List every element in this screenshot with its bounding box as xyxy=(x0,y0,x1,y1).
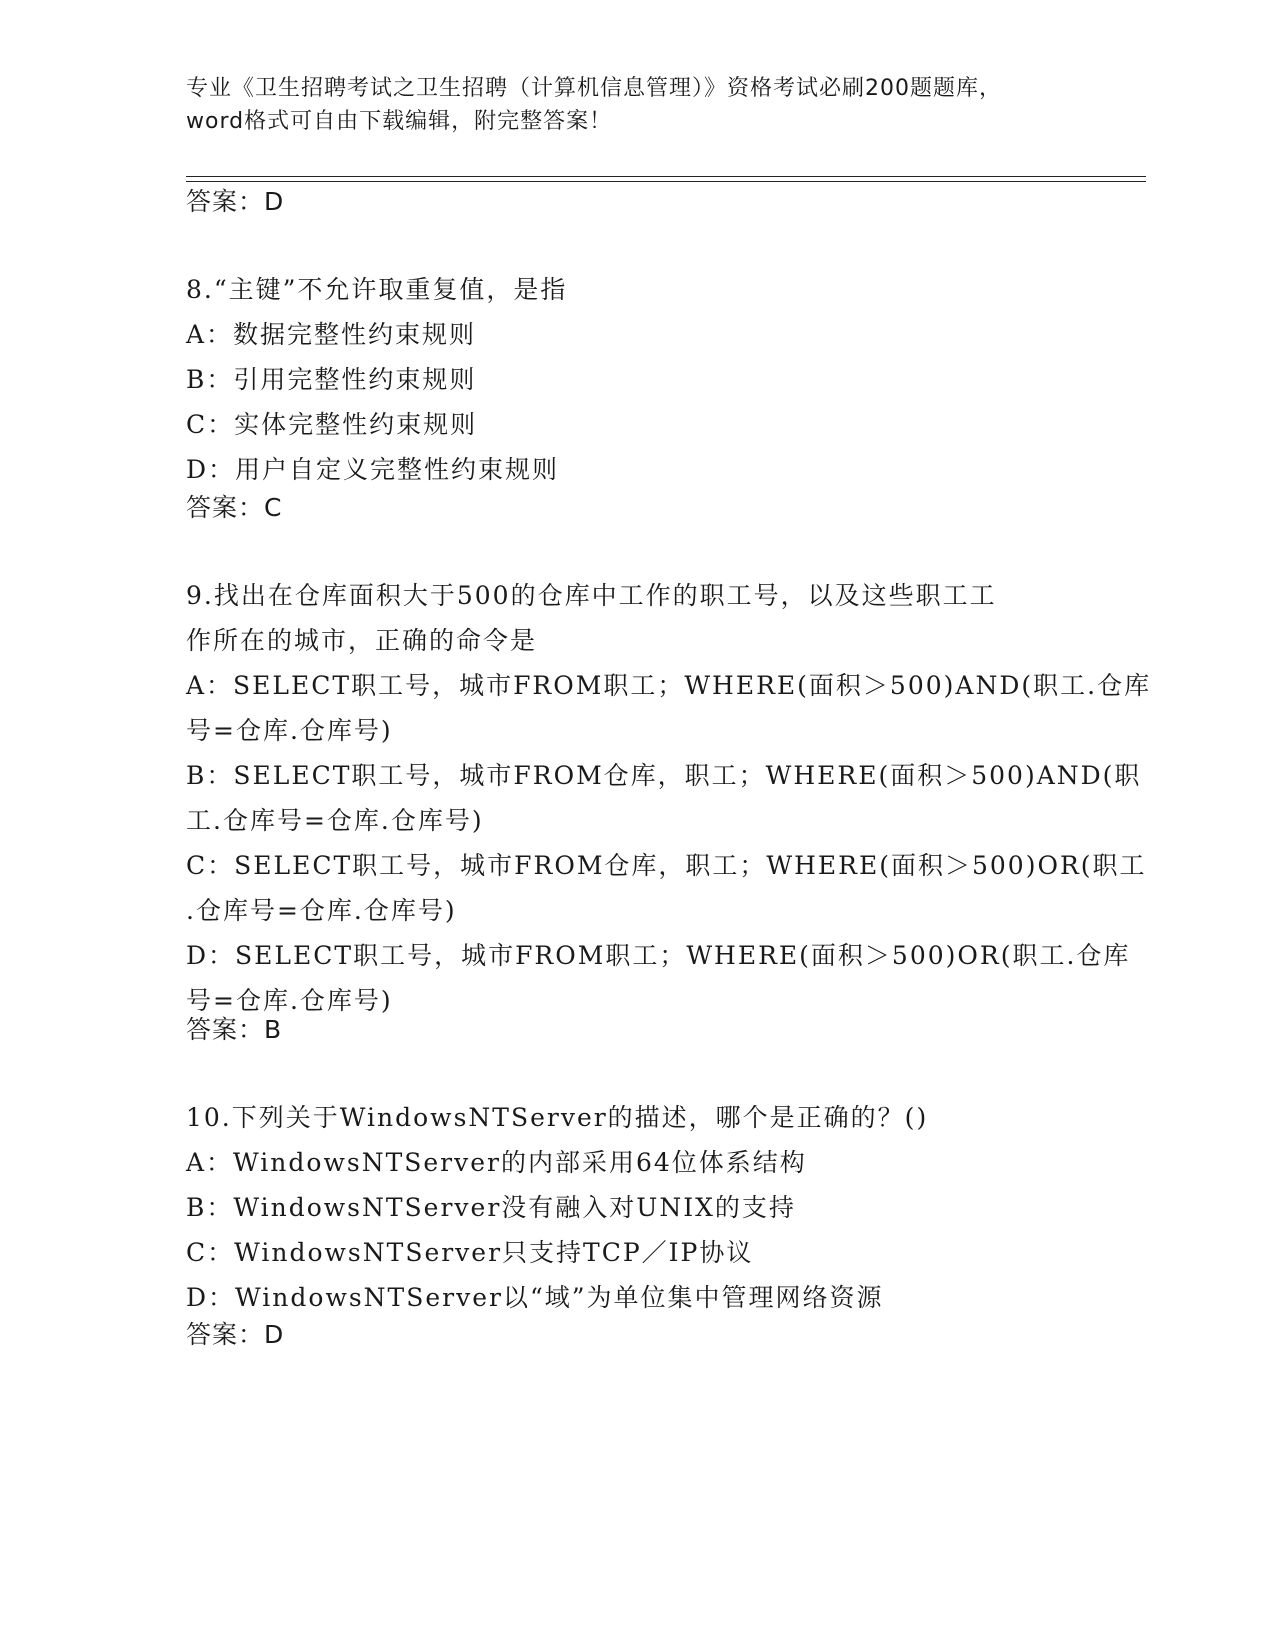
option-a: A：WindowsNTServer的内部采用64位体系结构 xyxy=(186,1148,807,1177)
option-c-line-1: C：SELECT职工号，城市FROM仓库，职工；WHERE(面积＞500)OR(职工 xyxy=(186,851,1147,880)
question-9 xyxy=(186,573,1152,1023)
answer-10: 答案：D xyxy=(186,1320,285,1349)
answer-9: 答案：B xyxy=(186,1015,283,1044)
option-c-line-2: .仓库号=仓库.仓库号) xyxy=(186,896,457,925)
option-b: B：引用完整性约束规则 xyxy=(186,365,477,394)
document-header xyxy=(186,72,1066,138)
option-a-line-2: 号=仓库.仓库号) xyxy=(186,716,393,745)
question-stem: 8.“主键”不允许取重复值，是指 xyxy=(186,275,568,304)
option-c: C：实体完整性约束规则 xyxy=(186,410,478,439)
question-stem-line-2: 作所在的城市，正确的命令是 xyxy=(186,626,538,655)
option-c: C：WindowsNTServer只支持TCP／IP协议 xyxy=(186,1238,754,1267)
question-10 xyxy=(186,1095,1076,1320)
option-b-line-2: 工.仓库号=仓库.仓库号) xyxy=(186,806,484,835)
question-8 xyxy=(186,267,1076,492)
option-b-line-1: B：SELECT职工号，城市FROM仓库，职工；WHERE(面积＞500)AND(职 xyxy=(186,761,1142,790)
option-d-line-1: D：SELECT职工号，城市FROM职工；WHERE(面积＞500)OR(职工.仓库 xyxy=(186,941,1131,970)
option-a: A：数据完整性约束规则 xyxy=(186,320,477,349)
header-line-2: word格式可自由下载编辑，附完整答案！ xyxy=(186,109,613,134)
option-a-line-1: A：SELECT职工号，城市FROM职工；WHERE(面积＞500)AND(职工.仓库 xyxy=(186,671,1152,700)
answer-8: 答案：C xyxy=(186,493,283,522)
option-b: B：WindowsNTServer没有融入对UNIX的支持 xyxy=(186,1193,796,1222)
header-line-1: 专业《卫生招聘考试之卫生招聘（计算机信息管理）》资格考试必刷200题题库， xyxy=(186,76,1002,101)
option-d-line-2: 号=仓库.仓库号) xyxy=(186,986,393,1015)
previous-answer: 答案：D xyxy=(186,187,285,216)
option-d: D：用户自定义完整性约束规则 xyxy=(186,455,560,484)
question-stem: 10.下列关于WindowsNTServer的描述，哪个是正确的？() xyxy=(186,1103,929,1132)
question-stem-line-1: 9.找出在仓库面积大于500的仓库中工作的职工号，以及这些职工工 xyxy=(186,581,997,610)
header-divider xyxy=(186,176,1146,182)
option-d: D：WindowsNTServer以“域”为单位集中管理网络资源 xyxy=(186,1283,884,1312)
